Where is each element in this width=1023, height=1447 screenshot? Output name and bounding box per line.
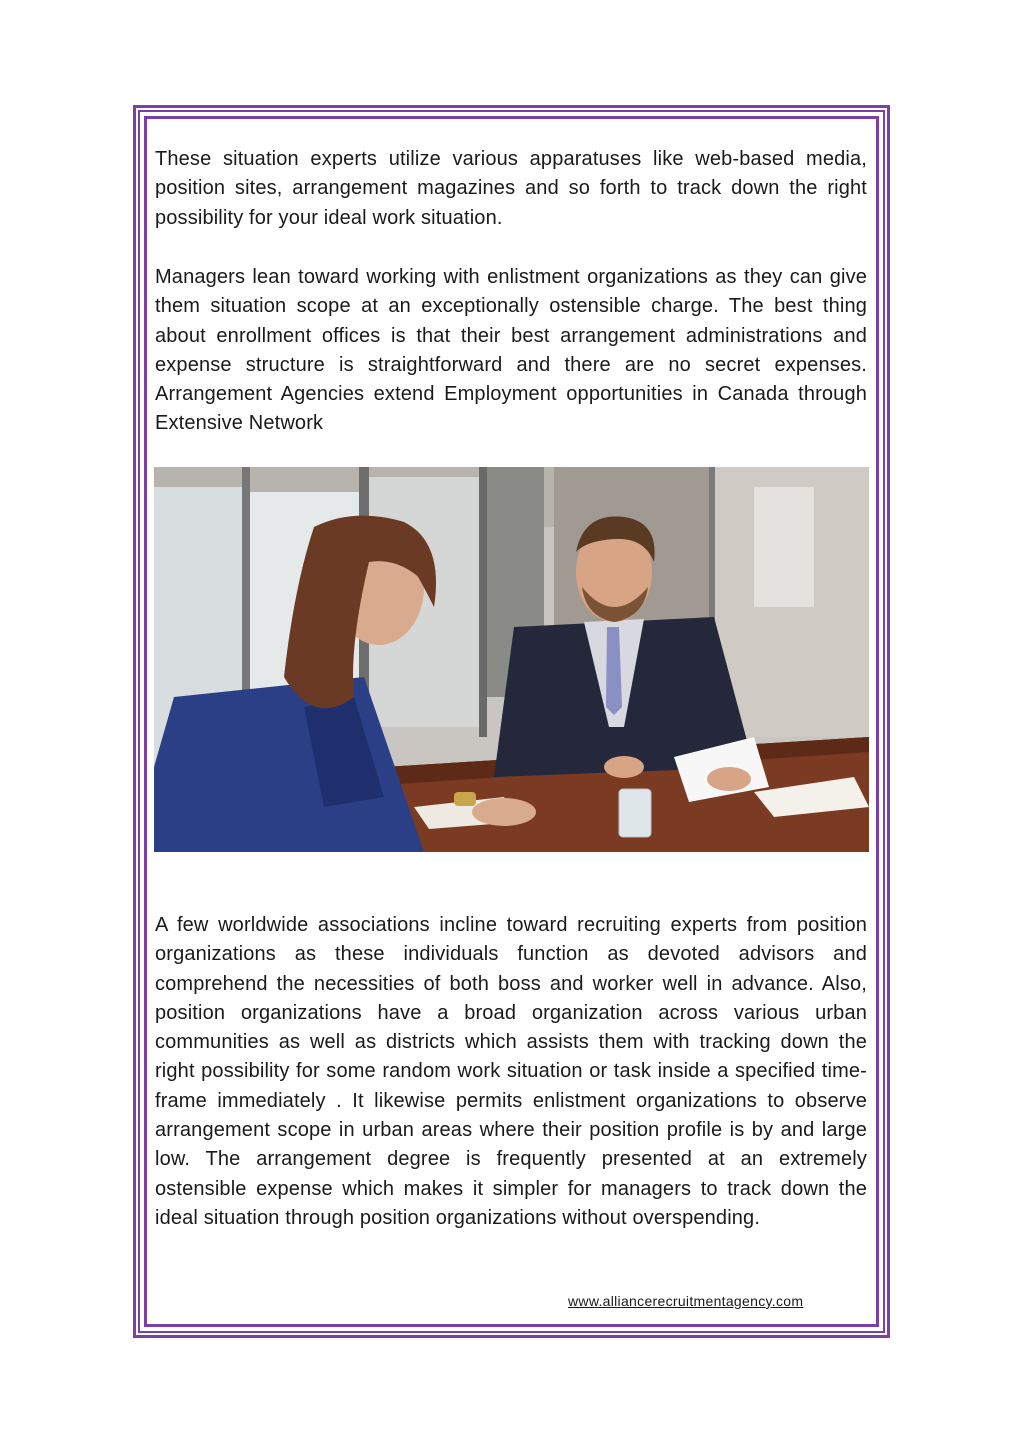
paragraph-managers: Managers lean toward working with enlistment organizations as they can give them situation scope at an exceptionally ostensible charge. The best thing about enrollment offices is that their best arrangement administrations and expense structure is straightforward and there are no secret expenses. Arrangement Agencies extend Employment opportunities in Canada through Extensive Network bbox=[155, 266, 867, 435]
paragraph-associations: A few worldwide associations incline toward recruiting experts from position organizations as these individuals function as devoted advisors and comprehend the necessities of both boss and worker well in advance. Also, position organizations have a broad organization across various urban communities as well as districts which assists them with tracking down the right possibility for some random work situation or task inside a specified time-frame immediately . It likewise permits enlistment organizations to observe arrangement scope in urban areas where their position profile is by and large low. The arrangement degree is frequently presented at an extremely ostensible expense which makes it simpler for managers to track down the ideal situation through position organizations without overspending. bbox=[155, 914, 867, 1229]
website-link[interactable]: www.alliancerecruitmentagency.com bbox=[568, 1293, 804, 1309]
paragraph-intro: These situation experts utilize various apparatuses like web-based media, position sites, arrangement magazines and so forth to track down the right possibility for your ideal work situation. bbox=[155, 148, 867, 229]
office-interview-photo bbox=[154, 467, 869, 852]
